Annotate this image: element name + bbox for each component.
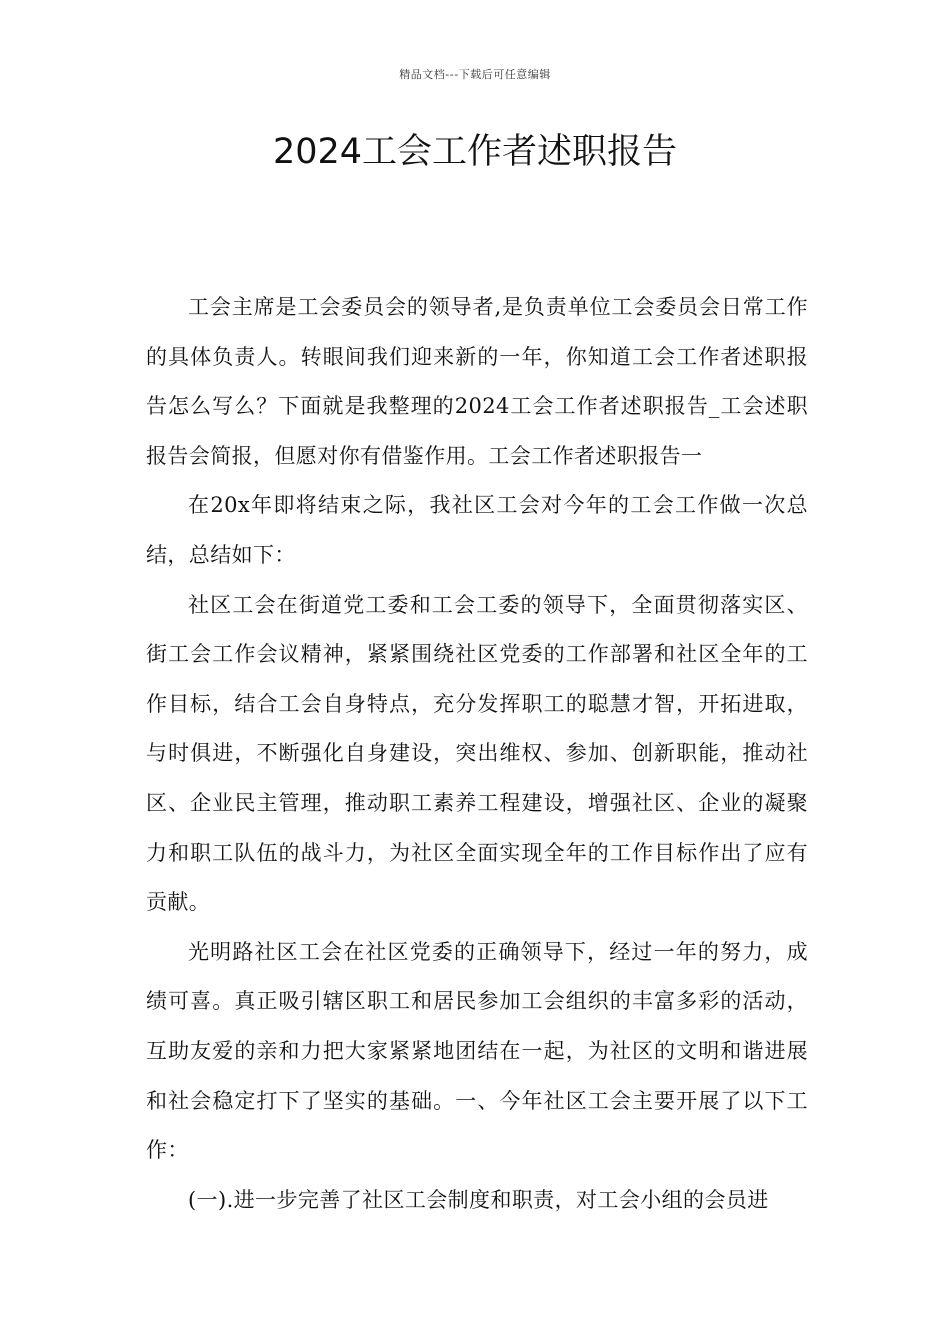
body-paragraph: 社区工会在街道党工委和工会工委的领导下，全面贯彻落实区、街工会工作会议精神，紧紧围绕社区党委的工作部署和社区全年的工作目标，结合工会自身特点，充分发挥职工的聪慧才智，开拓进取，与时俱进，不断强化自身建设，突出维权、参加、创新职能，推动社区、企业民主管理，推动职工素养工程建设，增强社区、企业的凝聚力和职工队伍的战斗力，为社区全面实现全年的工作目标作出了应有贡献。 [146,592,808,915]
body-paragraph: (一).进一步完善了社区工会制度和职责，对工会小组的会员进 [188,1187,769,1212]
body-paragraph: 光明路社区工会在社区党委的正确领导下，经过一年的努力，成绩可喜。真正吸引辖区职工和居民参加工会组织的丰富多彩的活动，互助友爱的亲和力把大家紧紧地团结在一起，为社区的文明和谐进展和社会稳定打下了坚实的基础。一、今年社区工会主要开展了以下工作： [146,939,808,1163]
body-paragraph: 在20x年即将结束之际，我社区工会对今年的工会工作做一次总结，总结如下： [146,493,808,567]
document-title: 2024工会工作者述职报告 [272,132,678,172]
document-body [146,283,808,1225]
page-header-note: 精品文档---下载后可任意编辑 [399,68,551,81]
body-paragraph: 工会主席是工会委员会的领导者,是负责单位工会委员会日常工作的具体负责人。转眼间我们迎来新的一年，你知道工会工作者述职报告怎么写么？下面就是我整理的2024工会工作者述职报告_工会述职报告会简报，但愿对你有借鉴作用。工会工作者述职报告一 [146,295,808,468]
